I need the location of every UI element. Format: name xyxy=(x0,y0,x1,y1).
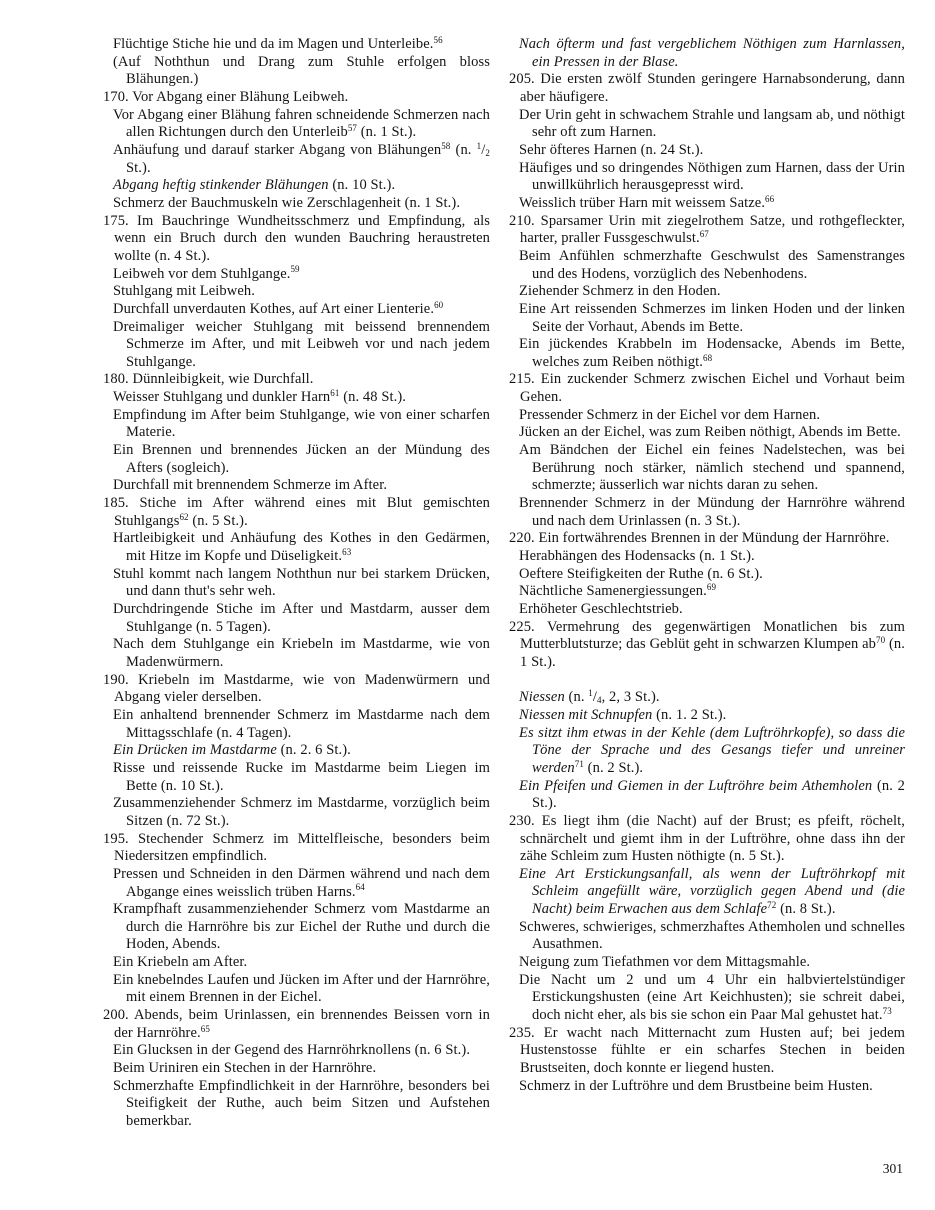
italic-text: Niessen mit Schnupfen xyxy=(519,706,653,723)
numbered-symptom-entry: 190. Kriebeln im Mastdarme, wie von Madenwürmern und Abgang vieler derselben. xyxy=(103,671,490,706)
symptom-entry: Nach dem Stuhlgange ein Kriebeln im Mastdarme, wie von Madenwürmern. xyxy=(113,636,490,670)
symptom-entry: Stuhl kommt nach langem Noththun nur bei starkem Drücken, und dann thut's sehr weh. xyxy=(113,565,490,600)
footnote-marker: 71 xyxy=(574,758,584,769)
footnote-marker: 59 xyxy=(290,264,300,275)
symptom-entry: Durchfall unverdauten Kothes, auf Art einer Lienterie.$^{60}$ xyxy=(113,299,444,317)
left-column xyxy=(103,36,490,1131)
symptom-entry: Schmerzhafte Empfindlichkeit in der Harnröhre, besonders bei Steifigkeit der Ruthe, auch beim Sitzen und Aufstehen bemerkbar. xyxy=(113,1077,490,1130)
symptom-entry: Niessen (n. $^1/_4$, 2, 3 St.). xyxy=(519,688,660,706)
footnote-marker: 69 xyxy=(706,582,717,593)
section-gap xyxy=(509,672,905,690)
symptom-entry: Ein knebelndes Laufen und Jücken im After und der Harnröhre, mit einem Brennen in der Eichel. xyxy=(113,971,490,1006)
symptom-entry: Dreimaliger weicher Stuhlgang mit beissend brennendem Schmerze im After, und mit Leibweh vor und nach jedem Stuhlgange. xyxy=(113,318,490,370)
symptom-entry: Schweres, schwieriges, schmerzhaftes Athemholen und schnelles Ausathmen. xyxy=(519,918,905,953)
footnote-marker: 62 xyxy=(179,511,189,522)
entry-number: 215. xyxy=(509,371,541,388)
italic-text: Ein Pfeifen und Giemen in der Luftröhre beim Athemholen xyxy=(519,777,873,794)
symptom-entry xyxy=(509,36,905,71)
footnote-marker: 60 xyxy=(434,299,444,310)
italic-text: Abgang heftig stinkender Blähungen xyxy=(113,177,329,194)
symptom-entry: Die Nacht um 2 und um 4 Uhr ein halbviertelstündiger Erstickungshusten (eine Art Keichhusten); sie schreit dabei, doch nicht eher, als bis sie schon ein Paar Mal gehustet hat.$^{73}$ xyxy=(519,971,905,1024)
entry-number: 180. xyxy=(103,371,133,388)
symptom-entry: Ein Brennen und brennendes Jücken an der Mündung des Afters (sogleich). xyxy=(113,442,490,476)
symptom-entry: Ziehender Schmerz in den Hoden. xyxy=(519,283,721,300)
footnote-marker: 61 xyxy=(330,387,340,398)
entry-number: 195. xyxy=(103,830,138,847)
symptom-entry: Ein anhaltend brennender Schmerz im Mastdarme nach dem Mittagsschlafe (n. 4 Tagen). xyxy=(113,706,490,741)
symptom-entry: Beim Anfühlen schmerzhafte Geschwulst des Samenstranges und des Hodens, vorzüglich des Nebenhodens. xyxy=(519,247,905,282)
entry-number: 220. xyxy=(509,530,539,547)
fraction-denominator: 4 xyxy=(597,694,602,705)
symptom-entry: Weisslich trüber Harn mit weissem Satze.$^{66}$ xyxy=(519,193,775,211)
symptom-entry: Oeftere Steifigkeiten der Ruthe (n. 6 St.). xyxy=(519,565,763,582)
symptom-entry: Weisser Stuhlgang und dunkler Harn$^{61}$ (n. 48 St.). xyxy=(113,387,407,406)
numbered-symptom-entry: 210. Sparsamer Urin mit ziegelrothem Satze, und rothgefleckter, harter, praller Fussgeschwulst.$^{67}$ xyxy=(509,212,906,247)
symptom-entry: Schmerz der Bauchmuskeln wie Zerschlagenheit (n. 1 St.). xyxy=(113,194,461,211)
page-number: 301 xyxy=(882,1161,903,1176)
symptom-entry: Risse und reissende Rucke im Mastdarme beim Liegen im Bette (n. 10 St.). xyxy=(113,759,490,794)
symptom-entry: Abgang heftig stinkender Blähungen (n. 10 St.). xyxy=(113,177,396,194)
footnote-marker: 68 xyxy=(703,352,713,363)
entry-number: 235. xyxy=(509,1024,544,1041)
entry-number: 185. xyxy=(103,495,140,512)
right-column xyxy=(509,36,905,1131)
numbered-symptom-entry: 225. Vermehrung des gegenwärtigen Monatlichen bis zum Mutterblutsturze; das Geblüt geht in schwarzen Klumpen $ab^{70}$ (n. 1 St.). xyxy=(509,618,905,670)
symptom-entry: Schmerz in der Luftröhre und dem Brustbeine beim Husten. xyxy=(519,1077,873,1094)
footnote-marker: 64 xyxy=(355,882,365,893)
text-columns xyxy=(103,36,905,1131)
entry-number: 210. xyxy=(509,212,541,229)
footnote-marker: 65 xyxy=(200,1023,210,1034)
symptom-entry: Eine Art Erstickungsanfall, als wenn der Luftröhrkopf mit Schleim angefüllt wäre, vorzüglich gegen Abend und (die Nacht) beim Erwachen aus dem Schlafe$^{72}$ (n. 8 St.). xyxy=(519,865,905,918)
symptom-entry: Jücken an der Eichel, was zum Reiben nöthigt, Abends im Bette. xyxy=(519,424,901,441)
symptom-entry: Krampfhaft zusammenziehender Schmerz vom Mastdarme an durch die Harnröhre bis zur Eichel der Ruthe und durch die Hoden, Abends. xyxy=(113,901,490,953)
fraction-numerator: 1 xyxy=(476,140,482,151)
footnote-marker: 72 xyxy=(767,899,777,910)
symptom-entry: Stuhlgang mit Leibweh. xyxy=(113,283,255,300)
numbered-symptom-entry: 220. Ein fortwährendes Brennen in der Mündung der Harnröhre. xyxy=(509,530,890,547)
footnote-marker: 58 xyxy=(441,140,451,151)
symptom-entry: Herabhängen des Hodensacks (n. 1 St.). xyxy=(519,548,755,565)
symptom-entry: Niessen mit Schnupfen (n. 1. 2 St.). xyxy=(519,706,727,723)
italic-text: Eine Art Erstickungsanfall, als wenn der Luftröhrkopf mit Schleim angefüllt wäre, vorzüglich gegen Abend und (die Nacht) beim Erwachen aus dem Schlafe xyxy=(519,865,905,918)
entry-number: 225. xyxy=(509,618,547,635)
entry-number: 170. xyxy=(103,88,133,105)
footnote-marker: 63 xyxy=(342,546,352,557)
symptom-entry: Ein Drücken im Mastdarme (n. 2. 6 St.). xyxy=(113,742,351,759)
footnote-marker: 67 xyxy=(699,229,709,240)
symptom-entry: Der Urin geht in schwachem Strahle und langsam ab, und nöthigt sehr oft zum Harnen. xyxy=(519,106,905,141)
symptom-entry: Häufiges und so dringendes Nöthigen zum Harnen, dass der Urin unwillkührlich herausgepresst wird. xyxy=(519,159,905,194)
symptom-entry: Nächtliche Samenergiessungen.$^{69}$ xyxy=(519,582,717,600)
symptom-entry: Brennender Schmerz in der Mündung der Harnröhre während und nach dem Urinlassen (n. 3 St.). xyxy=(519,495,905,529)
symptom-entry: Pressender Schmerz in der Eichel vor dem Harnen. xyxy=(519,406,821,423)
symptom-entry: Anhäufung und darauf starker Abgang von Blähungen$^{58}$ (n. $^1/_2$ St.). xyxy=(113,140,490,176)
symptom-entry: Leibweh vor dem Stuhlgange.$^{59}$ xyxy=(113,264,300,282)
symptom-entry: Ein jückendes Krabbeln im Hodensacke, Abends im Bette, welches zum Reiben nöthigt.$^{68}$ xyxy=(519,336,905,370)
symptom-entry: Flüchtige Stiche hie und da im Magen und Unterleibe.$^{56}$ xyxy=(113,34,443,52)
symptom-entry: Empfindung im After beim Stuhlgange, wie von einer scharfen Materie. xyxy=(113,406,490,441)
numbered-symptom-entry: 230. Es liegt ihm (die Nacht) auf der Brust; es pfeift, röchelt, schnärchelt und giemt ihm in der Luftröhre, ohne dass ihn der zähe Schleim zum Husten nöthigte (n. 5 St.). xyxy=(509,812,906,865)
entry-number: 200. xyxy=(103,1007,134,1024)
symptom-entry: Zusammenziehender Schmerz im Mastdarme, vorzüglich beim Sitzen (n. 72 St.). xyxy=(113,795,490,829)
symptom-entry: Eine Art reissenden Schmerzes im linken Hoden und der linken Seite der Vorhaut, Abends im Bette. xyxy=(519,300,905,335)
numbered-symptom-entry: 215. Ein zuckender Schmerz zwischen Eichel und Vorhaut beim Gehen. xyxy=(509,371,906,406)
symptom-entry: Beim Uriniren ein Stechen in der Harnröhre. xyxy=(113,1060,377,1077)
footnote-marker: 70 xyxy=(876,635,886,646)
italic-text: Nach öfterm und fast vergeblichem Nöthigen zum Harnlassen, ein Pressen in der Blase. xyxy=(519,36,905,70)
entry-number: 230. xyxy=(509,812,542,829)
numbered-symptom-entry: 180. Dünnleibigkeit, wie Durchfall. xyxy=(103,371,314,388)
symptom-entry: Neigung zum Tiefathmen vor dem Mittagsmahle. xyxy=(519,954,811,971)
footnote-marker: 56 xyxy=(433,34,443,45)
numbered-symptom-entry: 200. Abends, beim Urinlassen, ein brennendes Beissen vorn in der Harnröhre.$^{65}$ xyxy=(103,1007,491,1041)
footnote-marker: 66 xyxy=(765,193,775,204)
numbered-symptom-entry: 195. Stechender Schmerz im Mittelfleische, besonders beim Niedersitzen empfindlich. xyxy=(103,830,490,865)
symptom-entry: Erhöheter Geschlechtstrieb. xyxy=(519,601,683,617)
symptom-entry: Hartleibigkeit und Anhäufung des Kothes in den Gedärmen, mit Hitze im Kopfe und Düseligkeit.$^{63}$ xyxy=(113,530,490,565)
symptom-entry: Ein Pfeifen und Giemen in der Luftröhre beim Athemholen (n. 2 St.). xyxy=(519,777,905,812)
numbered-symptom-entry: 175. Im Bauchringe Wundheitsschmerz und Empfindung, als wenn ein Bruch durch den wunden Bauchring heraustreten wollte (n. 4 St.). xyxy=(103,212,490,264)
symptom-entry: (Auf Noththun und Drang zum Stuhle erfolgen bloss Blähungen.) xyxy=(113,53,490,88)
symptom-entry: Pressen und Schneiden in den Därmen während und nach dem Abgange eines weisslich trüben Harns.$^{64}$ xyxy=(113,865,490,900)
numbered-symptom-entry: 205. Die ersten zwölf Stunden geringere Harnabsonderung, dann aber häufigere. xyxy=(509,71,905,105)
symptom-entry: Es sitzt ihm etwas in der Kehle (dem Luftröhrkopfe), so dass die Töne der Sprache und des Gesangs tiefer und unreiner werden$^{71}$ (n. 2 St.). xyxy=(519,724,905,776)
fraction-numerator: 1 xyxy=(588,688,593,699)
symptom-entry: Durchdringende Stiche im After und Mastdarm, ausser dem Stuhlgange (n. 5 Tagen). xyxy=(113,601,490,635)
italic-text: Es sitzt ihm etwas in der Kehle (dem Luftröhrkopfe), so dass die Töne der Sprache und des Gesangs tiefer und unreiner werden xyxy=(519,724,905,776)
entry-number: 190. xyxy=(103,671,139,688)
entry-number: 175. xyxy=(103,212,138,229)
symptom-entry: Ein Glucksen in der Gegend des Harnröhrknollens (n. 6 St.). xyxy=(113,1042,471,1059)
numbered-symptom-entry: 170. Vor Abgang einer Blähung Leibweh. xyxy=(103,88,349,105)
fraction-denominator: 2 xyxy=(485,147,490,158)
footnote-marker: 73 xyxy=(882,1005,892,1016)
symptom-entry: Vor Abgang einer Blähung fahren schneidende Schmerzen nach allen Richtungen durch den Unterleib$^{57}$ (n. 1 St.). xyxy=(113,106,490,141)
symptom-entry: Durchfall mit brennendem Schmerze im After. xyxy=(113,477,388,494)
symptom-entry: Ein Kriebeln am After. xyxy=(113,954,248,971)
symptom-entry: Sehr öfteres Harnen (n. 24 St.). xyxy=(519,141,704,158)
numbered-symptom-entry: 185. Stiche im After während eines mit Blut gemischten Stuhlgangs$^{62}$ (n. 5 St.). xyxy=(103,495,491,529)
italic-text: Niessen xyxy=(519,689,565,706)
symptom-entry: Am Bändchen der Eichel ein feines Nadelstechen, was bei Berührung noch stärker, nämlich stechend und spannend, schmerzte; äusserlich war nichts daran zu sehen. xyxy=(519,442,905,494)
footnote-marker: 57 xyxy=(347,123,358,134)
numbered-symptom-entry: 235. Er wacht nach Mitternacht zum Husten auf; bei jedem Hustenstosse fühlte er ein scharfes Stechen in beiden Brustseiten, doch konnte er liegend husten. xyxy=(509,1024,905,1077)
italic-text: Ein Drücken im Mastdarme xyxy=(113,742,277,759)
entry-number: 205. xyxy=(509,71,541,88)
